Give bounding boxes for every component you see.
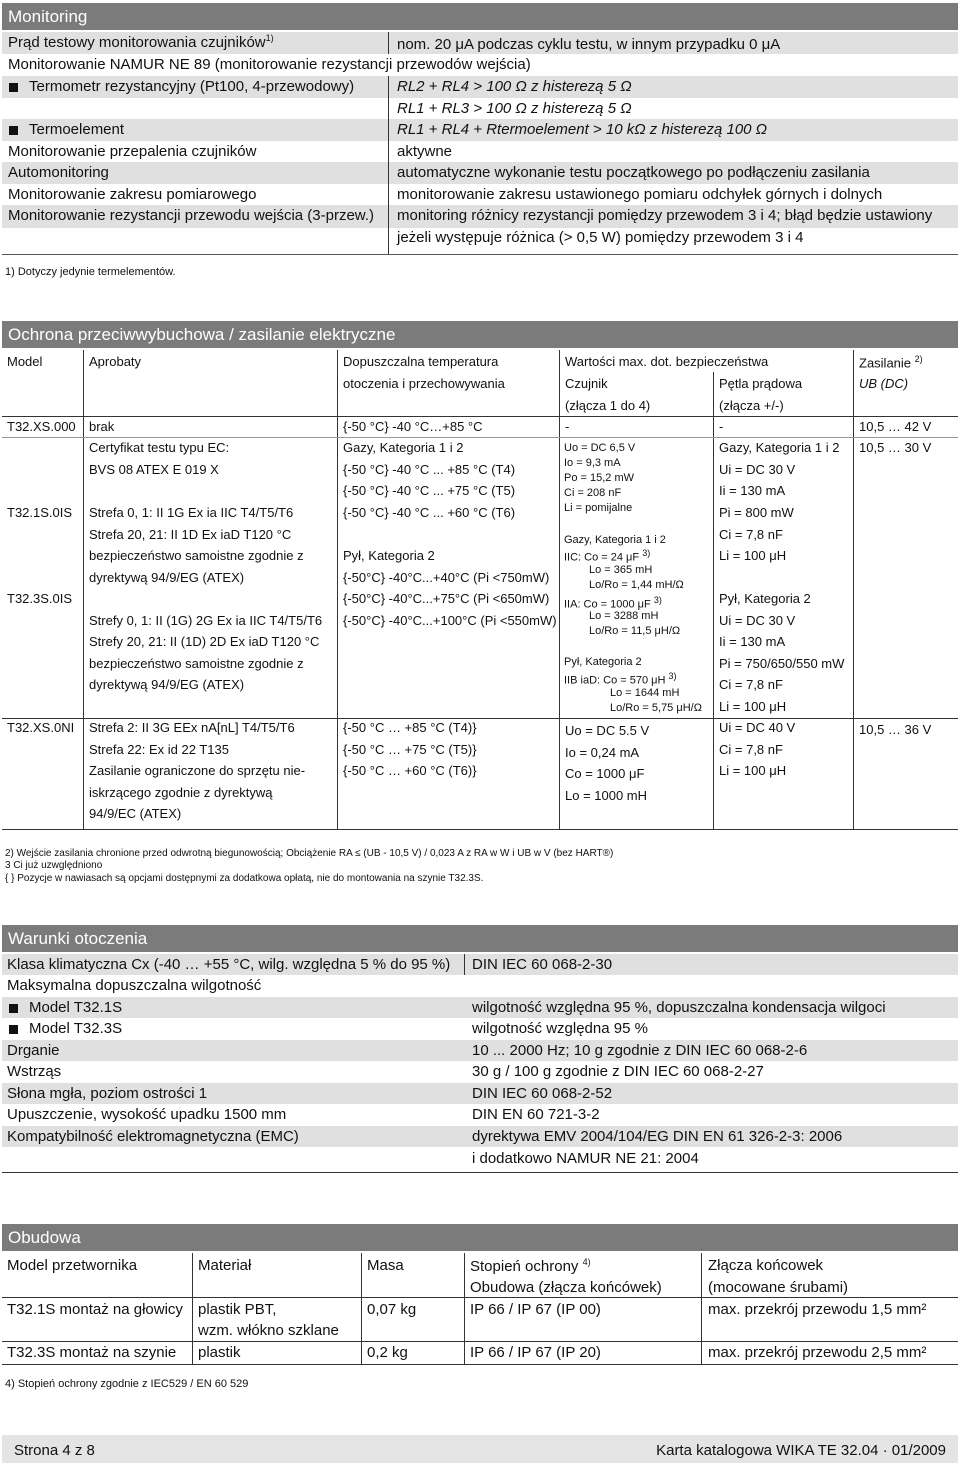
supply-cell: 10,5 … 42 V	[859, 419, 932, 434]
divider	[2, 254, 958, 255]
divider	[559, 350, 560, 829]
col-header-temp: Dopuszczalna temperatura	[343, 354, 499, 369]
col-header-loop: Pętla prądowa	[719, 376, 803, 391]
monitor-value: aktywne	[397, 143, 453, 160]
env-label: Model T32.3S	[29, 1020, 123, 1037]
approval-cell: Strefa 0, 1: II 1G Ex ia IIC T4/T5/T6	[89, 505, 294, 520]
housing-cell: IP 66 / IP 67 (IP 00)	[470, 1301, 601, 1318]
housing-cell: 0,2 kg	[367, 1344, 408, 1361]
sensor-cell: Gazy, Kategoria 1 i 2	[564, 534, 666, 546]
approval-cell: Strefa 2: II 3G EEx nA[nL] T4/T5/T6	[89, 720, 295, 735]
section-header-housing	[2, 1224, 958, 1251]
col-header: Obudowa (złącza końcówek)	[470, 1279, 662, 1296]
temp-cell: {-50 °C … +60 °C (T6)}	[343, 763, 477, 778]
sensor-cell: Lo = 365 mH	[589, 564, 653, 576]
divider	[2, 718, 958, 719]
env-value: wilgotność względna 95 %	[472, 1020, 648, 1037]
loop-cell: Ci = 7,8 nF	[719, 742, 783, 757]
bullet-icon	[9, 83, 18, 92]
loop-cell: Ui = DC 30 V	[719, 613, 796, 628]
page-number: Strona 4 z 8	[14, 1442, 95, 1459]
col-header-sensor: Czujnik	[565, 376, 608, 391]
env-value: DIN IEC 60 068-2-52	[472, 1085, 613, 1102]
sensor-cell: Uo = DC 6,5 V	[564, 442, 636, 454]
loop-cell: Li = 100 μH	[719, 763, 787, 778]
sensor-cell: -	[565, 419, 570, 434]
temp-cell: Gazy, Kategoria 1 i 2	[343, 440, 464, 455]
housing-cell: IP 66 / IP 67 (IP 20)	[470, 1344, 601, 1361]
supply-cell: 10,5 … 30 V	[859, 440, 932, 455]
col-header-loop: (złącza +/-)	[719, 398, 784, 413]
loop-cell: Ui = DC 40 V	[719, 720, 796, 735]
divider	[464, 954, 465, 975]
env-value: DIN EN 60 721-3-2	[472, 1106, 600, 1123]
sensor-cell: Lo = 3288 mH	[589, 610, 659, 622]
housing-cell: plastik PBT,	[198, 1301, 277, 1318]
env-value: DIN IEC 60 068-2-30	[472, 956, 613, 973]
divider	[2, 1172, 958, 1173]
col-header: Złącza końcowek	[708, 1257, 824, 1274]
bullet-icon	[9, 1004, 18, 1013]
approval-cell: dyrektywą 94/9/EG (ATEX)	[89, 677, 245, 692]
supply-cell: 10,5 … 36 V	[859, 722, 932, 737]
monitor-label: Automonitoring	[8, 164, 109, 181]
housing-cell: plastik	[198, 1344, 241, 1361]
sensor-cell: Lo/Ro = 11,5 μH/Ω	[589, 625, 681, 637]
housing-cell: 0,07 kg	[367, 1301, 417, 1318]
monitor-value: monitoring różnicy rezystancji pomiędzy przewodem 3 i 4; błąd będzie ustawiony	[397, 207, 933, 224]
temp-cell: {-50 °C … +75 °C (T5)}	[343, 742, 477, 757]
sensor-cell: Lo = 1644 mH	[610, 687, 680, 699]
monitor-label: Termometr rezystancyjny (Pt100, 4-przewodowy)	[29, 78, 355, 95]
divider	[337, 350, 338, 829]
env-label: Słona mgła, poziom ostrości 1	[7, 1085, 208, 1102]
bullet-icon	[9, 126, 18, 135]
monitor-value: nom. 20 μA podczas cyklu testu, w innym przypadku 0 μA	[397, 36, 781, 53]
col-header: Masa	[367, 1257, 404, 1274]
temp-cell: {-50°C} -40°C...+100°C (Pi <550mW)	[343, 613, 557, 628]
loop-cell: Li = 100 μH	[719, 548, 787, 563]
divider	[2, 1364, 958, 1365]
sensor-cell: IIC: Co = 24 μF $^{3)}$	[564, 548, 651, 564]
col-header-sensor: (złącza 1 do 4)	[565, 398, 651, 413]
monitor-label: Monitorowanie NAMUR NE 89 (monitorowanie rezystancji przewodów wejścia)	[8, 56, 531, 73]
loop-cell: Ci = 7,8 nF	[719, 527, 783, 542]
housing-cell: T32.3S montaż na szynie	[7, 1344, 177, 1361]
housing-cell: max. przekrój przewodu 1,5 mm²	[708, 1301, 927, 1318]
env-label: Drganie	[7, 1042, 60, 1059]
env-value: dyrektywa EMV 2004/104/EG DIN EN 61 326-2-3: 2006	[472, 1128, 843, 1145]
footnote: { } Pozycje w nawiasach są opcjami dostępnymi za dodatkowa opłatą, nie do montowania na szynie T32.3S.	[5, 873, 484, 884]
env-value: i dodatkowo NAMUR NE 21: 2004	[472, 1150, 699, 1167]
monitor-value: RL2 + RL4 > 100 Ω z histerezą 5 Ω	[397, 78, 632, 95]
divider	[853, 350, 854, 829]
model-cell: T32.XS.000	[7, 419, 76, 434]
divider	[2, 1341, 958, 1342]
section-header-ex	[2, 321, 958, 348]
monitor-value: RL1 + RL3 > 100 Ω z histerezą 5 Ω	[397, 100, 632, 117]
section-title: Obudowa	[8, 1228, 81, 1247]
col-header: Model przetwornika	[7, 1257, 138, 1274]
divider	[83, 350, 84, 829]
sensor-cell: IIA: Co = 1000 μF $^{3)}$	[564, 595, 662, 611]
housing-cell: wzm. włókno szklane	[198, 1322, 339, 1339]
footnote: 4) Stopień ochrony zgodnie z IEC529 / EN 60 529	[5, 1378, 249, 1390]
model-cell: T32.XS.0NI	[7, 720, 75, 735]
divider	[2, 437, 958, 438]
loop-cell: Pi = 750/650/550 mW	[719, 656, 845, 671]
temp-cell: {-50 °C … +85 °C (T4)}	[343, 720, 477, 735]
sensor-cell: Po = 15,2 mW	[564, 472, 635, 484]
housing-cell: max. przekrój przewodu 2,5 mm²	[708, 1344, 927, 1361]
temp-cell: {-50°C} -40°C...+40°C (Pi <750mW)	[343, 570, 550, 585]
divider	[388, 76, 389, 254]
approval-cell: bezpieczeństwo samoistne zgodnie z	[89, 656, 304, 671]
env-label: Maksymalna dopuszczalna wilgotność	[7, 977, 262, 994]
temp-cell: Pył, Kategoria 2	[343, 548, 435, 563]
sensor-cell: Uo = DC 5.5 V	[565, 723, 650, 738]
monitor-label: Monitorowanie rezystancji przewodu wejścia (3-przew.)	[8, 207, 374, 224]
section-title: Ochrona przeciwwybuchowa / zasilanie elektryczne	[8, 325, 396, 344]
divider	[464, 1253, 465, 1365]
approval-cell: Certyfikat testu typu EC:	[89, 440, 230, 455]
col-header-safety: Wartości max. dot. bezpieczeństwa	[565, 354, 769, 369]
loop-cell: -	[719, 419, 724, 434]
approval-cell: bezpieczeństwo samoistne zgodnie z	[89, 548, 304, 563]
section-title: Warunki otoczenia	[8, 929, 148, 948]
sensor-cell: Io = 0,24 mA	[565, 745, 640, 760]
loop-cell: Gazy, Kategoria 1 i 2	[719, 440, 840, 455]
sensor-cell: Lo = 1000 mH	[565, 788, 648, 803]
divider	[701, 1253, 702, 1365]
monitor-label: Monitorowanie przepalenia czujników	[8, 143, 257, 160]
temp-cell: {-50 °C} -40 °C…+85 °C	[343, 419, 483, 434]
approval-cell: 94/9/EC (ATEX)	[89, 806, 182, 821]
section-header-monitoring	[2, 3, 958, 30]
temp-cell: {-50 °C} -40 °C ... +85 °C (T4)	[343, 462, 516, 477]
monitor-value: automatyczne wykonanie testu początkowego po podłączeniu zasilania	[397, 164, 870, 181]
sensor-cell: IIB iaD: Co = 570 μH $^{3)}$	[564, 671, 677, 687]
monitor-value: RL1 + RL4 + Rtermoelement > 10 kΩ z histerezą 100 Ω	[397, 121, 768, 138]
col-header-temp: otoczenia i przechowywania	[343, 376, 505, 391]
temp-cell: {-50 °C} -40 °C ... +75 °C (T5)	[343, 483, 516, 498]
approval-cell: Strefy 20, 21: II (1D) 2D Ex iaD T120 °C	[89, 634, 320, 649]
sensor-cell: Pył, Kategoria 2	[564, 656, 642, 668]
col-header-model: Model	[7, 354, 43, 369]
env-label: Model T32.1S	[29, 999, 123, 1016]
divider	[2, 416, 958, 417]
divider	[388, 32, 389, 54]
footnote: 3 Ci już uzwględniono	[5, 860, 103, 871]
col-header-supply: Zasilanie $^{2)}$	[859, 354, 923, 371]
monitor-value: jeżeli występuje różnica (> 0,5 W) pomiędzy przewodem 3 i 4	[397, 229, 804, 246]
monitor-label: Termoelement	[29, 121, 125, 138]
model-cell: T32.1S.0IS	[7, 505, 73, 520]
footnote: 1) Dotyczy jedynie termelementów.	[5, 266, 176, 278]
col-header: Stopień ochrony $^{4)}$	[470, 1257, 591, 1275]
approval-cell: brak	[89, 419, 115, 434]
sensor-cell: Li = pomijalne	[564, 502, 633, 514]
loop-cell: Ui = DC 30 V	[719, 462, 796, 477]
env-value: wilgotność względna 95 %, dopuszczalna kondensacja wilgoci	[472, 999, 886, 1016]
sensor-cell: Lo/Ro = 1,44 mH/Ω	[589, 579, 684, 591]
monitor-label: Monitorowanie zakresu pomiarowego	[8, 186, 257, 203]
divider	[2, 829, 958, 830]
temp-cell: {-50 °C} -40 °C ... +60 °C (T6)	[343, 505, 516, 520]
approval-cell: dyrektywą 94/9/EG (ATEX)	[89, 570, 245, 585]
col-header: (mocowane śrubami)	[708, 1279, 849, 1296]
loop-cell: Li = 100 μH	[719, 699, 787, 714]
env-value: 30 g / 100 g zgodnie z DIN IEC 60 068-2-27	[472, 1063, 764, 1080]
env-label: Kompatybilność elektromagnetyczna (EMC)	[7, 1128, 299, 1145]
catalog-ref: Karta katalogowa WIKA TE 32.04 · 01/2009	[656, 1442, 946, 1459]
col-header-approvals: Aprobaty	[89, 354, 142, 369]
monitor-label: Prąd testowy monitorowania czujników$^{1)}$	[8, 33, 274, 51]
loop-cell: Ii = 130 mA	[719, 483, 786, 498]
approval-cell: Zasilanie ograniczone do sprzętu nie-	[89, 763, 306, 778]
sensor-cell: Co = 1000 μF	[565, 766, 645, 781]
col-header: Materiał	[198, 1257, 252, 1274]
sensor-cell: Lo/Ro = 5,75 μH/Ω	[610, 702, 702, 714]
sensor-cell: Ci = 208 nF	[564, 487, 622, 499]
divider	[361, 1253, 362, 1365]
env-value: 10 ... 2000 Hz; 10 g zgodnie z DIN IEC 60 068-2-6	[472, 1042, 808, 1059]
section-title: Monitoring	[8, 7, 88, 26]
divider	[192, 1253, 193, 1365]
divider	[713, 372, 714, 829]
approval-cell: Strefa 20, 21: II 1D Ex iaD T120 °C	[89, 527, 292, 542]
loop-cell: Ii = 130 mA	[719, 634, 786, 649]
loop-cell: Pył, Kategoria 2	[719, 591, 811, 606]
env-label: Wstrząs	[7, 1063, 62, 1080]
loop-cell: Ci = 7,8 nF	[719, 677, 783, 692]
approval-cell: Strefy 0, 1: II (1G) 2G Ex ia IIC T4/T5/T6	[89, 613, 323, 628]
approval-cell: BVS 08 ATEX E 019 X	[89, 462, 219, 477]
sensor-cell: Io = 9,3 mA	[564, 457, 621, 469]
footnote: 2) Wejście zasilania chronione przed odwrotną biegunowością; Obciążenie RA ≤ (UB - 10,5 V) / 0,023 A z RA w W i UB w V (bez HART®)	[5, 848, 614, 859]
housing-cell: T32.1S montaż na głowicy	[7, 1301, 183, 1318]
loop-cell: Pi = 800 mW	[719, 505, 794, 520]
env-label: Klasa klimatyczna Cx (-40 … +55 °C, wilg. względna 5 % do 95 %)	[7, 956, 451, 973]
approval-cell: Strefa 22: Ex id 22 T135	[89, 742, 229, 757]
col-header-supply: UB (DC)	[859, 376, 909, 391]
monitor-value: monitorowanie zakresu ustawionego pomiaru odchyłek górnych i dolnych	[397, 186, 883, 203]
divider	[2, 1297, 958, 1298]
bullet-icon	[9, 1025, 18, 1034]
env-label: Upuszczenie, wysokość upadku 1500 mm	[7, 1106, 287, 1123]
approval-cell: iskrzącego zgodnie z dyrektywą	[89, 785, 273, 800]
temp-cell: {-50°C} -40°C...+75°C (Pi <650mW)	[343, 591, 550, 606]
model-cell: T32.3S.0IS	[7, 591, 73, 606]
section-header-environment	[2, 925, 958, 952]
